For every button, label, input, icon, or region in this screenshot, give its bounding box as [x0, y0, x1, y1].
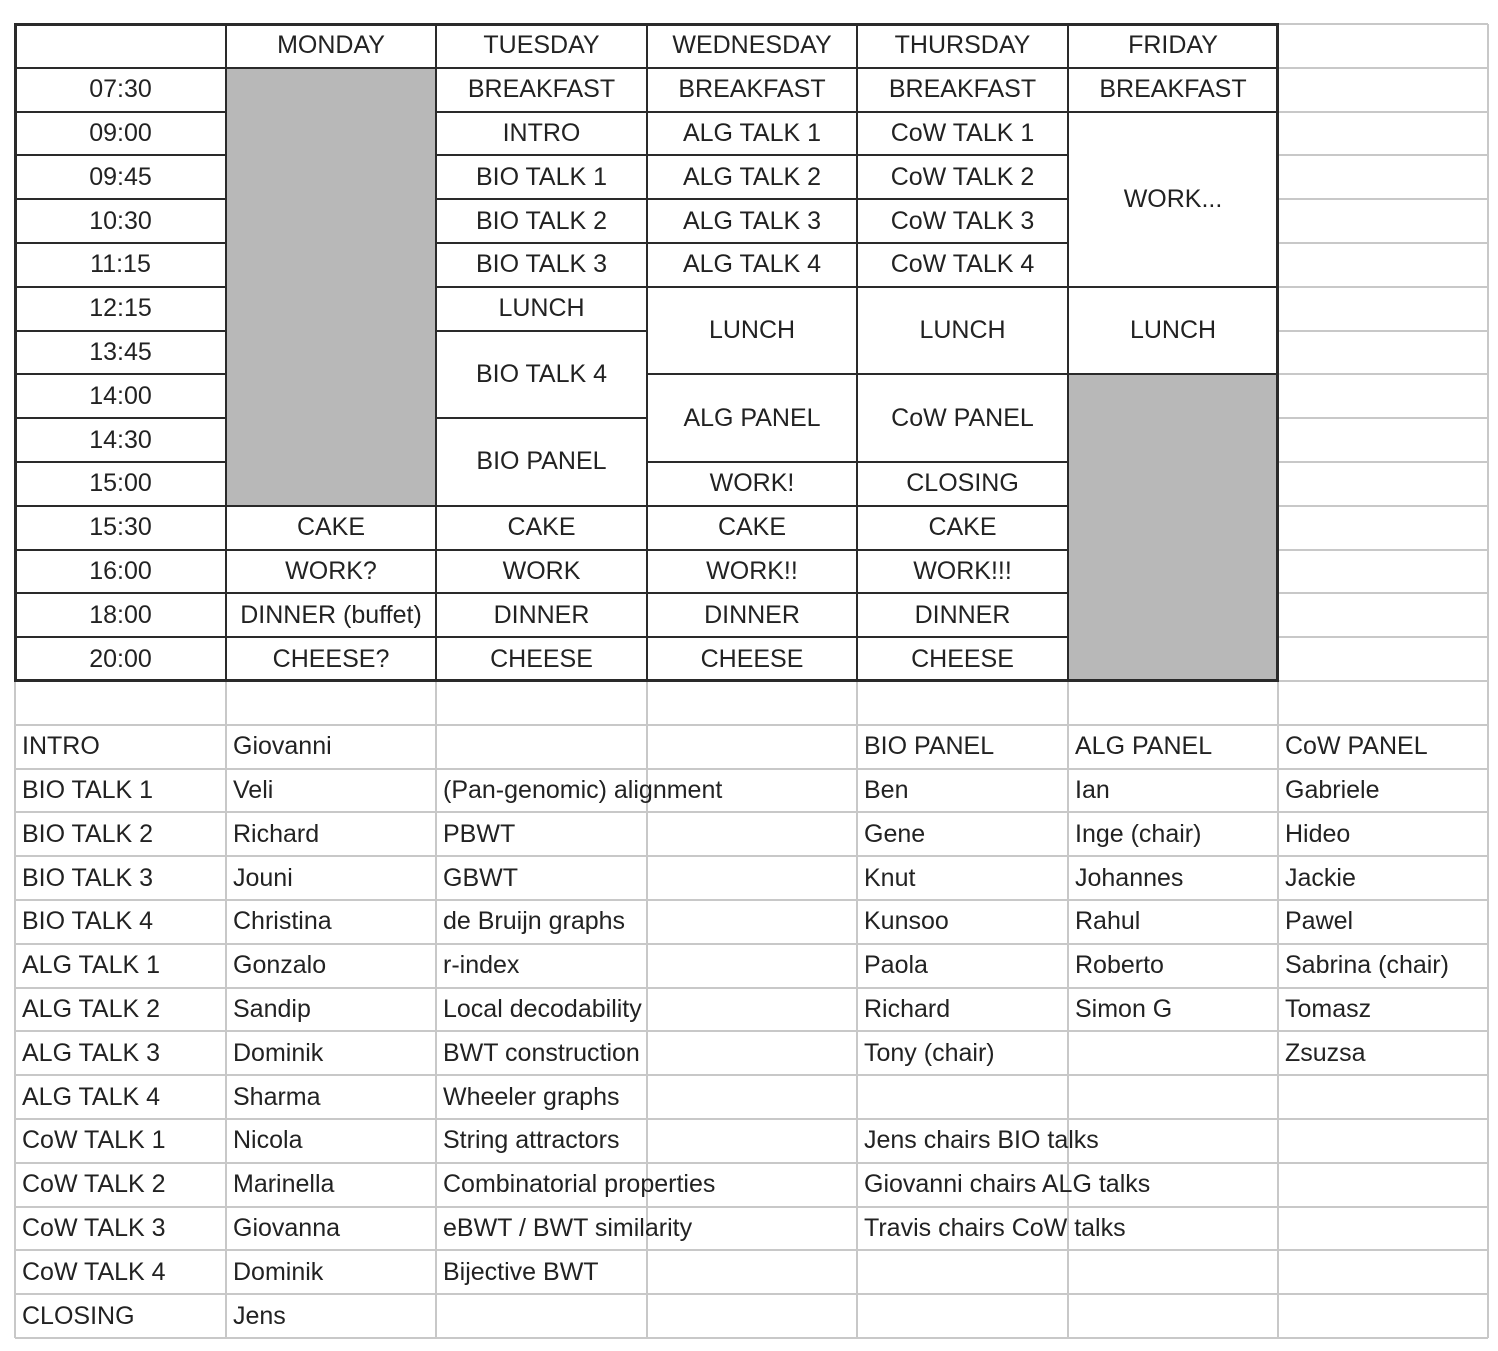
session-lunch: LUNCH — [647, 287, 857, 375]
session-alg-talk-2: ALG TALK 2 — [647, 155, 857, 199]
session-work: WORK!! — [647, 550, 857, 594]
time-label: 18:00 — [15, 593, 226, 637]
time-label: 14:00 — [15, 374, 226, 418]
legend-panelist: Knut — [864, 863, 916, 892]
legend-panelist: Pawel — [1285, 907, 1354, 936]
session-bio-panel: BIO PANEL — [436, 418, 647, 506]
legend-chair-note: Giovanni chairs ALG talks — [864, 1170, 1151, 1199]
legend-topic: GBWT — [443, 863, 518, 892]
legend-speaker: Dominik — [233, 1038, 324, 1067]
time-label: 13:45 — [15, 331, 226, 375]
legend-chair-note: Jens chairs BIO talks — [864, 1126, 1099, 1155]
friday-unscheduled — [1068, 374, 1278, 681]
session-cow-panel: CoW PANEL — [857, 374, 1068, 462]
legend-session-label: ALG TALK 1 — [22, 951, 161, 980]
session-breakfast: BREAKFAST — [647, 68, 857, 112]
legend-panelist: Richard — [864, 994, 951, 1023]
session-alg-panel: ALG PANEL — [647, 374, 857, 462]
legend-panelist: Jackie — [1285, 863, 1356, 892]
session-cheese: CHEESE? — [226, 637, 436, 681]
legend-topic: de Bruijn graphs — [443, 907, 626, 936]
legend-speaker: Richard — [233, 819, 320, 848]
session-lunch: LUNCH — [1068, 287, 1278, 375]
session-alg-talk-3: ALG TALK 3 — [647, 199, 857, 243]
day-header-tuesday: TUESDAY — [436, 24, 647, 68]
legend-topic: BWT construction — [443, 1038, 640, 1067]
legend-session-label: BIO TALK 3 — [22, 863, 154, 892]
corner-cell — [15, 24, 226, 68]
session-bio-talk-3: BIO TALK 3 — [436, 243, 647, 287]
legend-session-label: BIO TALK 2 — [22, 819, 154, 848]
legend-panelist: Kunsoo — [864, 907, 949, 936]
time-label: 16:00 — [15, 550, 226, 594]
day-header-monday: MONDAY — [226, 24, 436, 68]
session-work: WORK... — [1068, 112, 1278, 287]
legend-speaker: Christina — [233, 907, 332, 936]
session-dinner-buffet: DINNER (buffet) — [226, 593, 436, 637]
session-lunch: LUNCH — [436, 287, 647, 331]
legend-speaker: Veli — [233, 775, 274, 804]
session-breakfast: BREAKFAST — [857, 68, 1068, 112]
session-cake: CAKE — [647, 506, 857, 550]
legend-session-label: ALG TALK 4 — [22, 1082, 161, 1111]
session-closing: CLOSING — [857, 462, 1068, 506]
time-label: 07:30 — [15, 68, 226, 112]
session-work: WORK!!! — [857, 550, 1068, 594]
legend-panelist: Gene — [864, 819, 926, 848]
session-cake: CAKE — [436, 506, 647, 550]
session-dinner: DINNER — [857, 593, 1068, 637]
legend-panel-header: CoW PANEL — [1285, 732, 1428, 761]
legend-speaker: Jouni — [233, 863, 293, 892]
session-lunch: LUNCH — [857, 287, 1068, 375]
legend-speaker: Nicola — [233, 1126, 303, 1155]
legend-panelist: Ian — [1075, 775, 1110, 804]
legend-session-label: ALG TALK 3 — [22, 1038, 161, 1067]
time-label: 15:00 — [15, 462, 226, 506]
session-work: WORK! — [647, 462, 857, 506]
legend-speaker: Gonzalo — [233, 951, 327, 980]
legend-panelist: Simon G — [1075, 994, 1173, 1023]
legend-topic: String attractors — [443, 1126, 620, 1155]
legend-panelist: Johannes — [1075, 863, 1184, 892]
legend-topic: PBWT — [443, 819, 516, 848]
session-work: WORK — [436, 550, 647, 594]
session-cake: CAKE — [857, 506, 1068, 550]
session-dinner: DINNER — [647, 593, 857, 637]
legend-speaker: Dominik — [233, 1257, 324, 1286]
legend-chair-note: Travis chairs CoW talks — [864, 1213, 1126, 1242]
session-cow-talk-1: CoW TALK 1 — [857, 112, 1068, 156]
legend-speaker: Sharma — [233, 1082, 321, 1111]
legend-panelist: Gabriele — [1285, 775, 1380, 804]
legend-speaker: Giovanni — [233, 732, 332, 761]
time-label: 20:00 — [15, 637, 226, 681]
legend-panel-header: ALG PANEL — [1075, 732, 1213, 761]
time-label: 09:45 — [15, 155, 226, 199]
legend-session-label: CoW TALK 4 — [22, 1257, 166, 1286]
legend-topic: Wheeler graphs — [443, 1082, 620, 1111]
session-breakfast: BREAKFAST — [1068, 68, 1278, 112]
time-label: 14:30 — [15, 418, 226, 462]
legend-topic: eBWT / BWT similarity — [443, 1213, 693, 1242]
session-bio-talk-2: BIO TALK 2 — [436, 199, 647, 243]
session-cow-talk-3: CoW TALK 3 — [857, 199, 1068, 243]
legend-session-label: INTRO — [22, 732, 100, 761]
legend-speaker: Marinella — [233, 1170, 335, 1199]
legend-session-label: ALG TALK 2 — [22, 994, 161, 1023]
time-label: 12:15 — [15, 287, 226, 331]
day-header-wednesday: WEDNESDAY — [647, 24, 857, 68]
session-alg-talk-1: ALG TALK 1 — [647, 112, 857, 156]
legend-topic: Combinatorial properties — [443, 1170, 716, 1199]
legend-panelist: Tomasz — [1285, 994, 1372, 1023]
legend-speaker: Jens — [233, 1301, 286, 1330]
legend-panelist: Tony (chair) — [864, 1038, 995, 1067]
session-work: WORK? — [226, 550, 436, 594]
session-cheese: CHEESE — [436, 637, 647, 681]
session-cheese: CHEESE — [647, 637, 857, 681]
session-bio-talk-1: BIO TALK 1 — [436, 155, 647, 199]
legend-session-label: BIO TALK 4 — [22, 907, 154, 936]
time-label: 10:30 — [15, 199, 226, 243]
time-label: 09:00 — [15, 112, 226, 156]
session-bio-talk-4: BIO TALK 4 — [436, 331, 647, 419]
legend-panelist: Hideo — [1285, 819, 1351, 848]
day-header-friday: FRIDAY — [1068, 24, 1278, 68]
legend-topic: Bijective BWT — [443, 1257, 599, 1286]
legend-panelist: Paola — [864, 951, 928, 980]
legend-speaker: Giovanna — [233, 1213, 341, 1242]
legend-topic: (Pan-genomic) alignment — [443, 775, 723, 804]
legend-session-label: CoW TALK 3 — [22, 1213, 166, 1242]
session-breakfast: BREAKFAST — [436, 68, 647, 112]
legend-topic: r-index — [443, 951, 520, 980]
legend-topic: Local decodability — [443, 994, 642, 1023]
legend-session-label: CoW TALK 2 — [22, 1170, 166, 1199]
monday-unscheduled — [226, 68, 436, 506]
legend-panelist: Rahul — [1075, 907, 1141, 936]
day-header-thursday: THURSDAY — [857, 24, 1068, 68]
legend-panelist: Ben — [864, 775, 909, 804]
legend-session-label: CLOSING — [22, 1301, 135, 1330]
legend-session-label: BIO TALK 1 — [22, 775, 154, 804]
time-label: 11:15 — [15, 243, 226, 287]
session-cow-talk-2: CoW TALK 2 — [857, 155, 1068, 199]
legend-panel-header: BIO PANEL — [864, 732, 995, 761]
session-intro: INTRO — [436, 112, 647, 156]
legend-speaker: Sandip — [233, 994, 311, 1023]
legend-panelist: Zsuzsa — [1285, 1038, 1366, 1067]
session-dinner: DINNER — [436, 593, 647, 637]
time-label: 15:30 — [15, 506, 226, 550]
legend-panelist: Sabrina (chair) — [1285, 951, 1449, 980]
session-cow-talk-4: CoW TALK 4 — [857, 243, 1068, 287]
legend-panelist: Inge (chair) — [1075, 819, 1202, 848]
session-cheese: CHEESE — [857, 637, 1068, 681]
session-cake: CAKE — [226, 506, 436, 550]
legend-session-label: CoW TALK 1 — [22, 1126, 166, 1155]
session-alg-talk-4: ALG TALK 4 — [647, 243, 857, 287]
legend-panelist: Roberto — [1075, 951, 1164, 980]
